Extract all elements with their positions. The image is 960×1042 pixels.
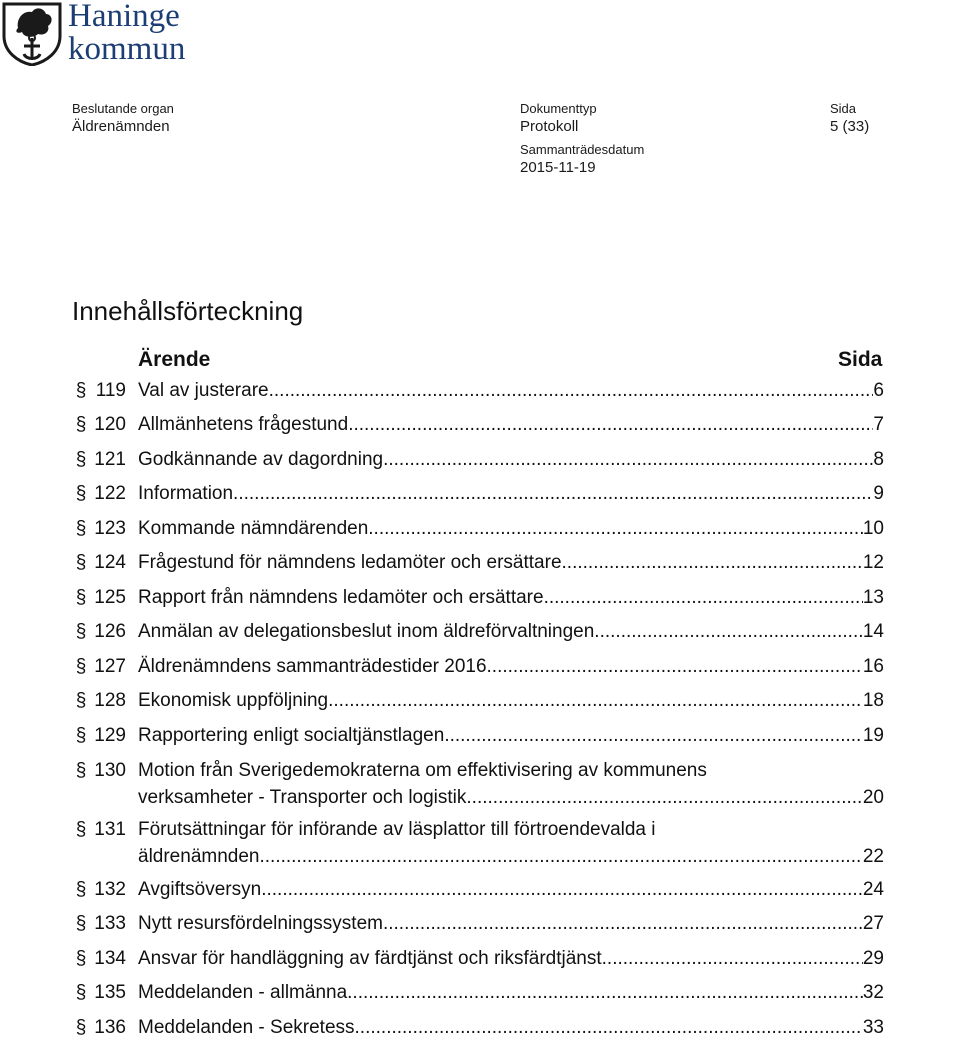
entry-number: 120 [94, 414, 126, 435]
leader-dots [328, 687, 863, 714]
entry-number: 122 [94, 483, 126, 504]
entry-page: 27 [862, 913, 884, 934]
entry-number: 134 [94, 948, 126, 969]
entry-title: Frågestund för nämndens ledamöter och ersättare [138, 552, 562, 573]
entry-title-line-2: äldrenämnden [138, 846, 260, 867]
section-symbol: § [75, 1017, 87, 1038]
doctype-label: Dokumenttyp [520, 101, 597, 116]
doctype-value: Protokoll [520, 118, 579, 135]
coat-of-arms-icon [2, 2, 62, 66]
leader-dots [355, 1014, 863, 1041]
haninge-logo [0, 0, 240, 70]
entry-title: Rapport från nämndens ledamöter och ersättare [138, 587, 544, 608]
section-symbol: § [75, 948, 87, 969]
leader-dots [368, 515, 863, 542]
entry-title: Ansvar för handläggning av färdtjänst och riksfärdtjänst [138, 948, 602, 969]
entry-page: 8 [873, 449, 884, 470]
leader-dots [594, 618, 863, 645]
leader-dots [348, 411, 873, 438]
entry-page: 16 [862, 656, 884, 677]
leader-dots [602, 945, 863, 972]
section-symbol: § [75, 656, 87, 677]
entry-page: 33 [862, 1017, 884, 1038]
entry-number: 135 [94, 982, 126, 1003]
section-symbol: § [75, 587, 87, 608]
entry-number: 123 [94, 518, 126, 539]
entry-title: Val av justerare [138, 380, 269, 401]
entry-page: 12 [862, 552, 884, 573]
date-value: 2015-11-19 [520, 159, 596, 176]
entry-title: Kommande nämndärenden [138, 518, 369, 539]
logo-line-2: kommun [68, 31, 186, 67]
leader-dots [269, 377, 874, 404]
logo-line-1: Haninge [68, 0, 180, 34]
entry-page: 14 [862, 621, 884, 642]
entry-page: 22 [862, 846, 884, 867]
entry-title: Meddelanden - Sekretess [138, 1017, 355, 1038]
entry-title-line-2: verksamheter - Transporter och logistik [138, 787, 467, 808]
entry-number: 124 [94, 552, 126, 573]
leader-dots [383, 446, 873, 473]
entry-title-line-1: Motion från Sverigedemokraterna om effektivisering av kommunens [138, 760, 707, 781]
entry-page: 10 [862, 518, 884, 539]
organ-value: Äldrenämnden [72, 118, 170, 135]
entry-number: 129 [94, 725, 126, 746]
section-symbol: § [75, 725, 87, 746]
logo-wordmark [68, 0, 185, 66]
entry-page: 13 [862, 587, 884, 608]
entry-page: 6 [873, 380, 884, 401]
entry-title: Anmälan av delegationsbeslut inom äldreförvaltningen [138, 621, 595, 642]
section-symbol: § [75, 414, 87, 435]
column-header-sida: Sida [838, 348, 883, 371]
leader-dots [383, 910, 863, 937]
leader-dots [347, 979, 863, 1006]
entry-title: Allmänhetens frågestund [138, 414, 349, 435]
section-symbol: § [75, 483, 87, 504]
leader-dots [259, 843, 862, 870]
section-symbol: § [75, 760, 87, 781]
entry-page: 29 [862, 948, 884, 969]
page-value: 5 (33) [830, 118, 870, 135]
entry-number: 136 [94, 1017, 126, 1038]
header-page [830, 100, 869, 136]
entry-page: 20 [862, 787, 884, 808]
section-symbol: § [75, 879, 87, 900]
section-symbol: § [75, 982, 87, 1003]
entry-page: 18 [862, 690, 884, 711]
entry-page: 9 [873, 483, 884, 504]
entry-page: 24 [862, 879, 884, 900]
entry-number: 125 [94, 587, 126, 608]
section-symbol: § [75, 819, 87, 840]
column-header-arende: Ärende [138, 348, 211, 371]
header-doctype [520, 100, 597, 136]
header-organ [72, 100, 174, 136]
entry-page: 32 [862, 982, 884, 1003]
leader-dots [261, 876, 863, 903]
section-symbol: § [75, 380, 87, 401]
entry-number: 132 [94, 879, 126, 900]
leader-dots [466, 784, 862, 811]
entry-number: 119 [95, 380, 126, 401]
entry-number: 133 [94, 913, 126, 934]
leader-dots [562, 549, 863, 576]
entry-title: Äldrenämndens sammanträdestider 2016 [138, 656, 487, 677]
entry-number: 121 [94, 449, 126, 470]
section-symbol: § [75, 449, 87, 470]
entry-page: 7 [873, 414, 884, 435]
page-label: Sida [830, 101, 857, 116]
entry-title: Nytt resursfördelningssystem [138, 913, 383, 934]
date-label: Sammanträdesdatum [520, 142, 645, 157]
leader-dots [233, 480, 873, 507]
entry-title-line-1: Förutsättningar för införande av läsplattor till förtroendevalda i [138, 819, 656, 840]
section-symbol: § [75, 621, 87, 642]
entry-title: Ekonomisk uppföljning [138, 690, 329, 711]
entry-title: Avgiftsöversyn [138, 879, 262, 900]
leader-dots [444, 722, 863, 749]
entry-number: 131 [94, 819, 126, 840]
entry-title: Rapportering enligt socialtjänstlagen [138, 725, 445, 746]
leader-dots [544, 584, 863, 611]
section-symbol: § [75, 552, 87, 573]
leader-dots [487, 653, 863, 680]
entry-number: 126 [94, 621, 126, 642]
entry-number: 128 [94, 690, 126, 711]
entry-number: 127 [94, 656, 126, 677]
organ-label: Beslutande organ [72, 101, 174, 116]
entry-page: 19 [862, 725, 884, 746]
entry-number: 130 [94, 760, 126, 781]
section-symbol: § [75, 690, 87, 711]
section-symbol: § [75, 913, 87, 934]
section-symbol: § [75, 518, 87, 539]
entry-title: Godkännande av dagordning [138, 449, 384, 470]
entry-title: Information [138, 483, 234, 504]
entry-title: Meddelanden - allmänna [138, 982, 348, 1003]
header-date [520, 141, 644, 177]
toc-title: Innehållsförteckning [72, 296, 304, 326]
